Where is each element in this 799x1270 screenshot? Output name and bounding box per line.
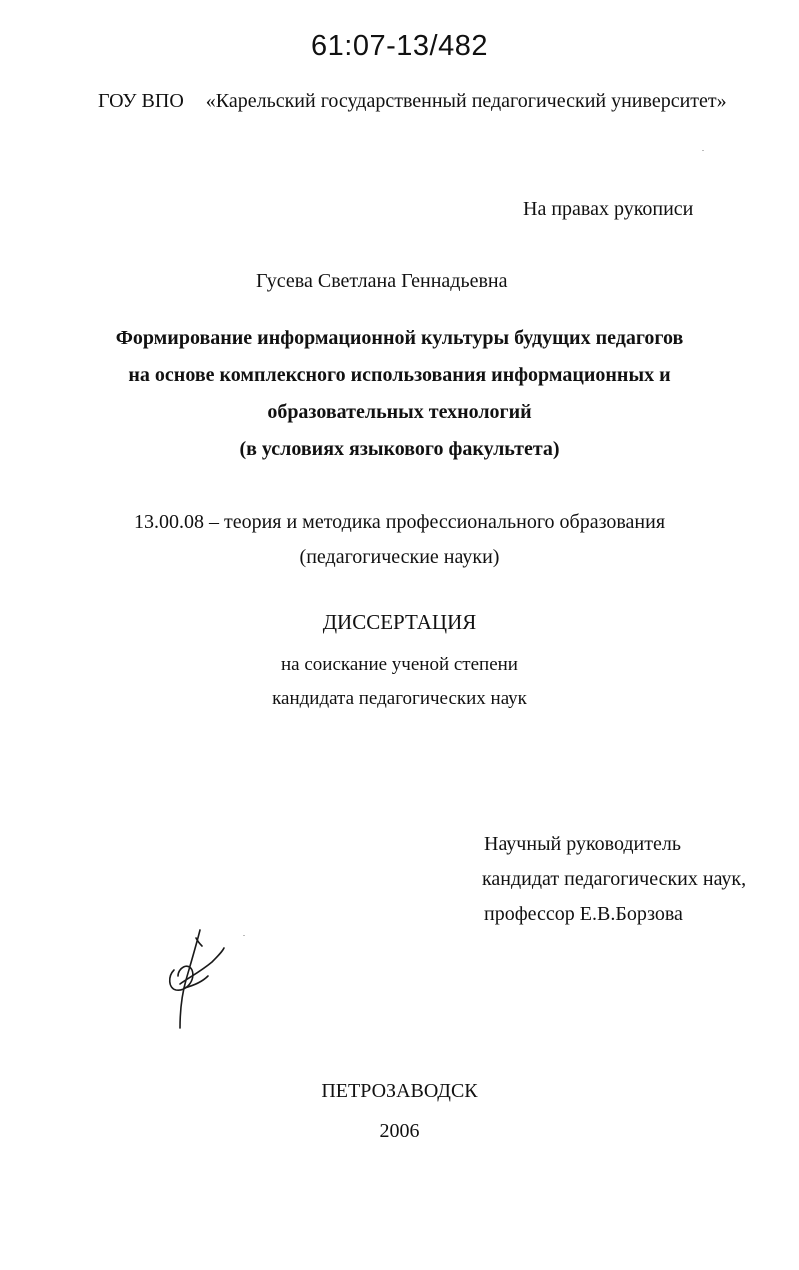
city: ПЕТРОЗАВОДСК [321,1080,478,1102]
author-name: Гусева Светлана Геннадьевна [256,270,508,292]
document-type: ДИССЕРТАЦИЯ [322,610,477,634]
thesis-title-line: на основе комплексного использования информационных и [128,364,671,386]
manuscript-note: На правах рукописи [523,198,694,220]
degree-line: кандидата педагогических наук [272,688,527,709]
degree-line: на соискание ученой степени [281,654,518,675]
supervisor-line: профессор Е.В.Борзова [484,903,683,925]
specialty-line: 13.00.08 – теория и методика профессионального образования [133,511,666,533]
specialty-line: (педагогические науки) [299,546,500,568]
specialty [0,505,799,575]
supervisor-line: кандидат педагогических наук, [482,868,747,890]
scan-speck [702,150,704,151]
organization-prefix: ГОУ ВПО [98,90,184,112]
supervisor-line: Научный руководитель [484,833,681,855]
thesis-title-line: (в условиях языкового факультета) [239,438,560,460]
handwritten-signature-icon [160,928,230,1033]
organization-name: «Карельский государственный педагогический университет» [205,90,727,112]
year: 2006 [379,1120,420,1142]
thesis-title-line: Формирование информационной культуры будущих педагогов [115,327,684,349]
archive-code: 61:07-13/482 [311,30,488,62]
scan-speck [243,935,245,936]
thesis-title-line: образовательных технологий [267,401,532,423]
thesis-title [0,320,799,468]
degree [0,648,799,716]
organization-line [98,90,727,113]
supervisor-block [484,827,746,932]
